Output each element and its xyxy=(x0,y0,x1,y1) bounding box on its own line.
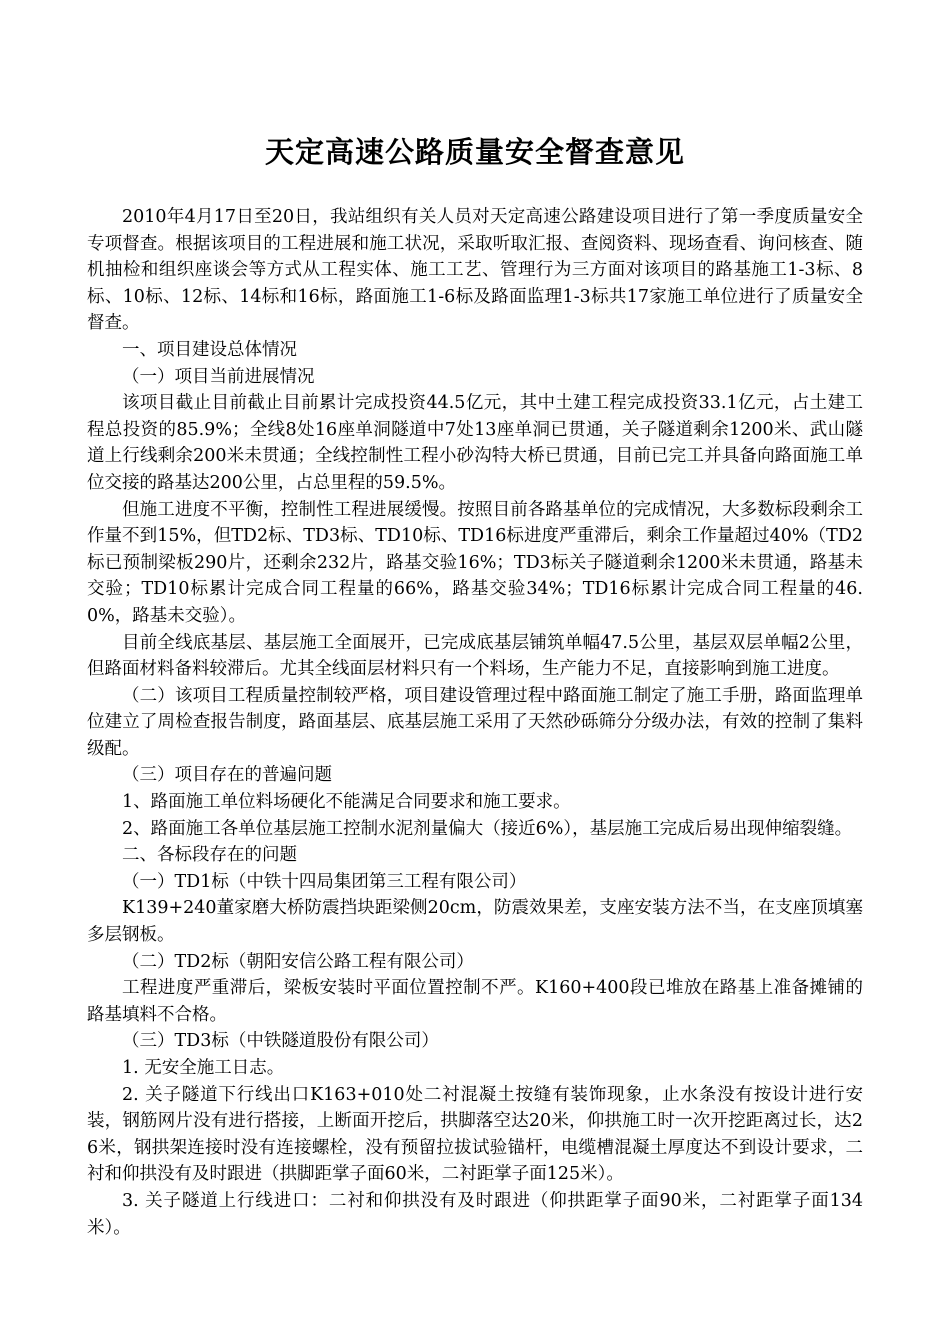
subsection-heading-td1: （一）TD1标（中铁十四局集团第三工程有限公司） xyxy=(122,871,527,892)
list-item-common-issue-2: 2、路面施工各单位基层施工控制水泥剂量偏大（接近6%），基层施工完成后易出现伸缩裂缝。 xyxy=(122,818,853,839)
subsection-heading-td3: （三）TD3标（中铁隧道股份有限公司） xyxy=(122,1031,439,1052)
subsection-heading-1-1: （一）项目当前进展情况 xyxy=(122,366,315,387)
list-item-td3-2: 2. 关子隧道下行线出口K163+010处二衬混凝土按缝有装饰现象，止水条没有按设计进行安装，钢筋网片没有进行搭接，上断面开挖后，拱脚落空达20米，仰拱施工时一次开挖距离过长，达26米，钢拱架连接时没有连接螺栓，没有预留拉拔试验锚杆，电缆槽混凝土厚度达不到设计要求，二衬和仰拱没有及时跟进（拱脚距掌子面60米，二衬距掌子面125米）。 xyxy=(87,1084,863,1185)
section-heading-1: 一、项目建设总体情况 xyxy=(122,339,297,360)
list-item-td3-3: 3. 关子隧道上行线进口：二衬和仰拱没有及时跟进（仰拱距掌子面90米，二衬距掌子面134米）。 xyxy=(87,1190,863,1238)
paragraph-td1-issue: K139+240董家磨大桥防震挡块距梁侧20cm，防震效果差，支座安装方法不当，在支座顶填塞多层钢板。 xyxy=(87,898,863,946)
document-title: 天定高速公路质量安全督查意见 xyxy=(264,135,685,169)
paragraph-intro: 2010年4月17日至20日，我站组织有关人员对天定高速公路建设项目进行了第一季度质量安全专项督查。根据该项目的工程进展和施工状况，采取听取汇报、查阅资料、现场查看、询问核查、随机抽检和组织座谈会等方式从工程实体、施工工艺、管理行为三方面对该项目的路基施工1-3标、8标、10标、12标、14标和16标，路面施工1-6标及路面监理1-3标共17家施工单位进行了质量安全督查。 xyxy=(87,207,863,334)
document-page xyxy=(87,128,863,1241)
list-item-common-issue-1: 1、路面施工单位料场硬化不能满足合同要求和施工要求。 xyxy=(122,792,571,813)
paragraph-progress: 该项目截止目前截止目前累计完成投资44.5亿元，其中土建工程完成投资33.1亿元，占土建工程总投资的85.9%；全线8处16座单洞隧道中7处13座单洞已贯通，关子隧道剩余1200米、武山隧道上行线剩余200米未贯通；全线控制性工程小砂沟特大桥已贯通，目前已完工并具备向路面施工单位交接的路基达200公里，占总里程的59.5%。 xyxy=(87,393,863,493)
subsection-heading-td2: （二）TD2标（朝阳安信公路工程有限公司） xyxy=(122,951,474,972)
subsection-heading-1-3: （三）项目存在的普遍问题 xyxy=(122,765,332,786)
paragraph-td2-issue: 工程进度严重滞后，梁板安装时平面位置控制不严。K160+400段已堆放在路基上准备摊铺的路基填料不合格。 xyxy=(87,978,863,1025)
section-heading-2: 二、各标段存在的问题 xyxy=(122,845,297,866)
paragraph-quality-control: （二）该项目工程质量控制较严格，项目建设管理过程中路面施工制定了施工手册，路面监理单位建立了周检查报告制度，路面基层、底基层施工采用了天然砂砾筛分分级办法，有效的控制了集料级配。 xyxy=(87,685,863,759)
list-item-td3-1: 1. 无安全施工日志。 xyxy=(122,1058,285,1078)
paragraph-base-layer: 目前全线底基层、基层施工全面展开，已完成底基层铺筑单幅47.5公里，基层双层单幅2公里，但路面材料备料较滞后。尤其全线面层材料只有一个料场，生产能力不足，直接影响到施工进度。 xyxy=(87,632,863,680)
paragraph-imbalance: 但施工进度不平衡，控制性工程进展缓慢。按照目前各路基单位的完成情况，大多数标段剩余工作量不到15%，但TD2标、TD3标、TD10标、TD16标进度严重滞后，剩余工作量超过40%（TD2标已预制梁板290片，还剩余232片，路基交验16%；TD3标关子隧道剩余1200米未贯通，路基未交验；TD10标累计完成合同工程量的66%，路基交验34%；TD16标累计完成合同工程量的46.0%，路基未交验）。 xyxy=(87,499,863,626)
